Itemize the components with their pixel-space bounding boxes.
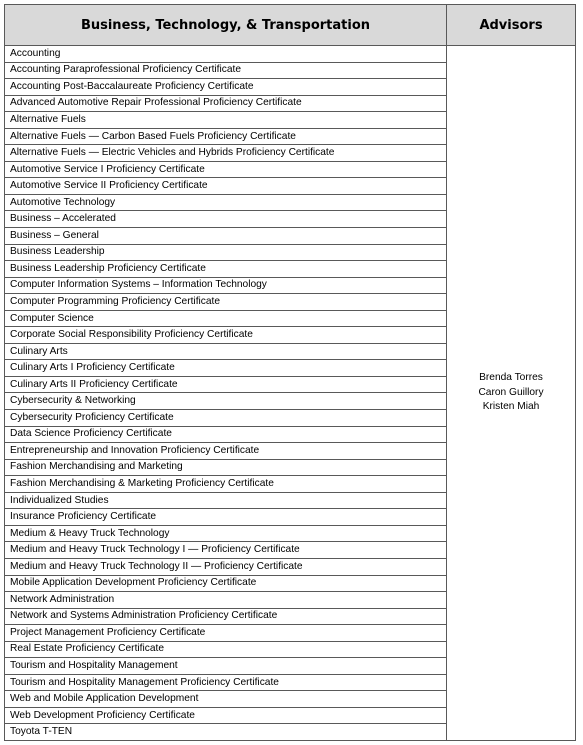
advisor-name: Kristen Miah <box>482 401 540 413</box>
program-name: Medium and Heavy Truck Technology I — Proficiency Certificate <box>5 542 447 559</box>
program-name: Alternative Fuels <box>5 112 447 129</box>
program-name: Alternative Fuels — Carbon Based Fuels Proficiency Certificate <box>5 128 447 145</box>
program-column-header: Business, Technology, & Transportation <box>5 5 447 46</box>
program-name: Individualized Studies <box>5 492 447 509</box>
program-name: Data Science Proficiency Certificate <box>5 426 447 443</box>
program-name: Accounting <box>5 46 447 63</box>
program-name: Culinary Arts II Proficiency Certificate <box>5 376 447 393</box>
program-name: Automotive Service II Proficiency Certificate <box>5 178 447 195</box>
programs-advisors-table <box>4 4 576 741</box>
program-name: Mobile Application Development Proficiency Certificate <box>5 575 447 592</box>
program-name: Tourism and Hospitality Management Proficiency Certificate <box>5 674 447 691</box>
program-name: Entrepreneurship and Innovation Proficiency Certificate <box>5 443 447 460</box>
program-name: Insurance Proficiency Certificate <box>5 509 447 526</box>
program-name: Accounting Paraprofessional Proficiency Certificate <box>5 62 447 79</box>
program-name: Network Administration <box>5 592 447 609</box>
program-name: Culinary Arts I Proficiency Certificate <box>5 360 447 377</box>
program-name: Computer Programming Proficiency Certificate <box>5 294 447 311</box>
advisors-cell <box>447 46 576 741</box>
program-name: Web and Mobile Application Development <box>5 691 447 708</box>
program-name: Business Leadership <box>5 244 447 261</box>
program-name: Accounting Post-Baccalaureate Proficiency Certificate <box>5 79 447 96</box>
program-name: Business – Accelerated <box>5 211 447 228</box>
program-name: Advanced Automotive Repair Professional Proficiency Certificate <box>5 95 447 112</box>
program-name: Cybersecurity & Networking <box>5 393 447 410</box>
advisor-name: Brenda Torres <box>479 372 543 384</box>
program-name: Toyota T-TEN <box>5 724 447 741</box>
program-name: Fashion Merchandising & Marketing Proficiency Certificate <box>5 476 447 493</box>
program-name: Project Management Proficiency Certificate <box>5 625 447 642</box>
program-name: Tourism and Hospitality Management <box>5 658 447 675</box>
program-name: Computer Information Systems – Information Technology <box>5 277 447 294</box>
program-name: Fashion Merchandising and Marketing <box>5 459 447 476</box>
program-name: Computer Science <box>5 310 447 327</box>
program-name: Cybersecurity Proficiency Certificate <box>5 410 447 427</box>
program-name: Network and Systems Administration Proficiency Certificate <box>5 608 447 625</box>
program-name: Medium and Heavy Truck Technology II — Proficiency Certificate <box>5 558 447 575</box>
program-name: Automotive Technology <box>5 194 447 211</box>
program-name: Corporate Social Responsibility Proficiency Certificate <box>5 327 447 344</box>
program-name: Automotive Service I Proficiency Certificate <box>5 161 447 178</box>
program-name: Alternative Fuels — Electric Vehicles and Hybrids Proficiency Certificate <box>5 145 447 162</box>
program-name: Medium & Heavy Truck Technology <box>5 525 447 542</box>
program-name: Web Development Proficiency Certificate <box>5 707 447 724</box>
program-name: Culinary Arts <box>5 343 447 360</box>
table-body <box>5 46 576 741</box>
table-row <box>5 46 576 63</box>
table-header-row <box>5 5 576 46</box>
advisors-column-header: Advisors <box>447 5 576 46</box>
program-name: Business Leadership Proficiency Certificate <box>5 261 447 278</box>
advisor-name: Caron Guillory <box>478 386 544 398</box>
program-name: Real Estate Proficiency Certificate <box>5 641 447 658</box>
program-name: Business – General <box>5 228 447 245</box>
